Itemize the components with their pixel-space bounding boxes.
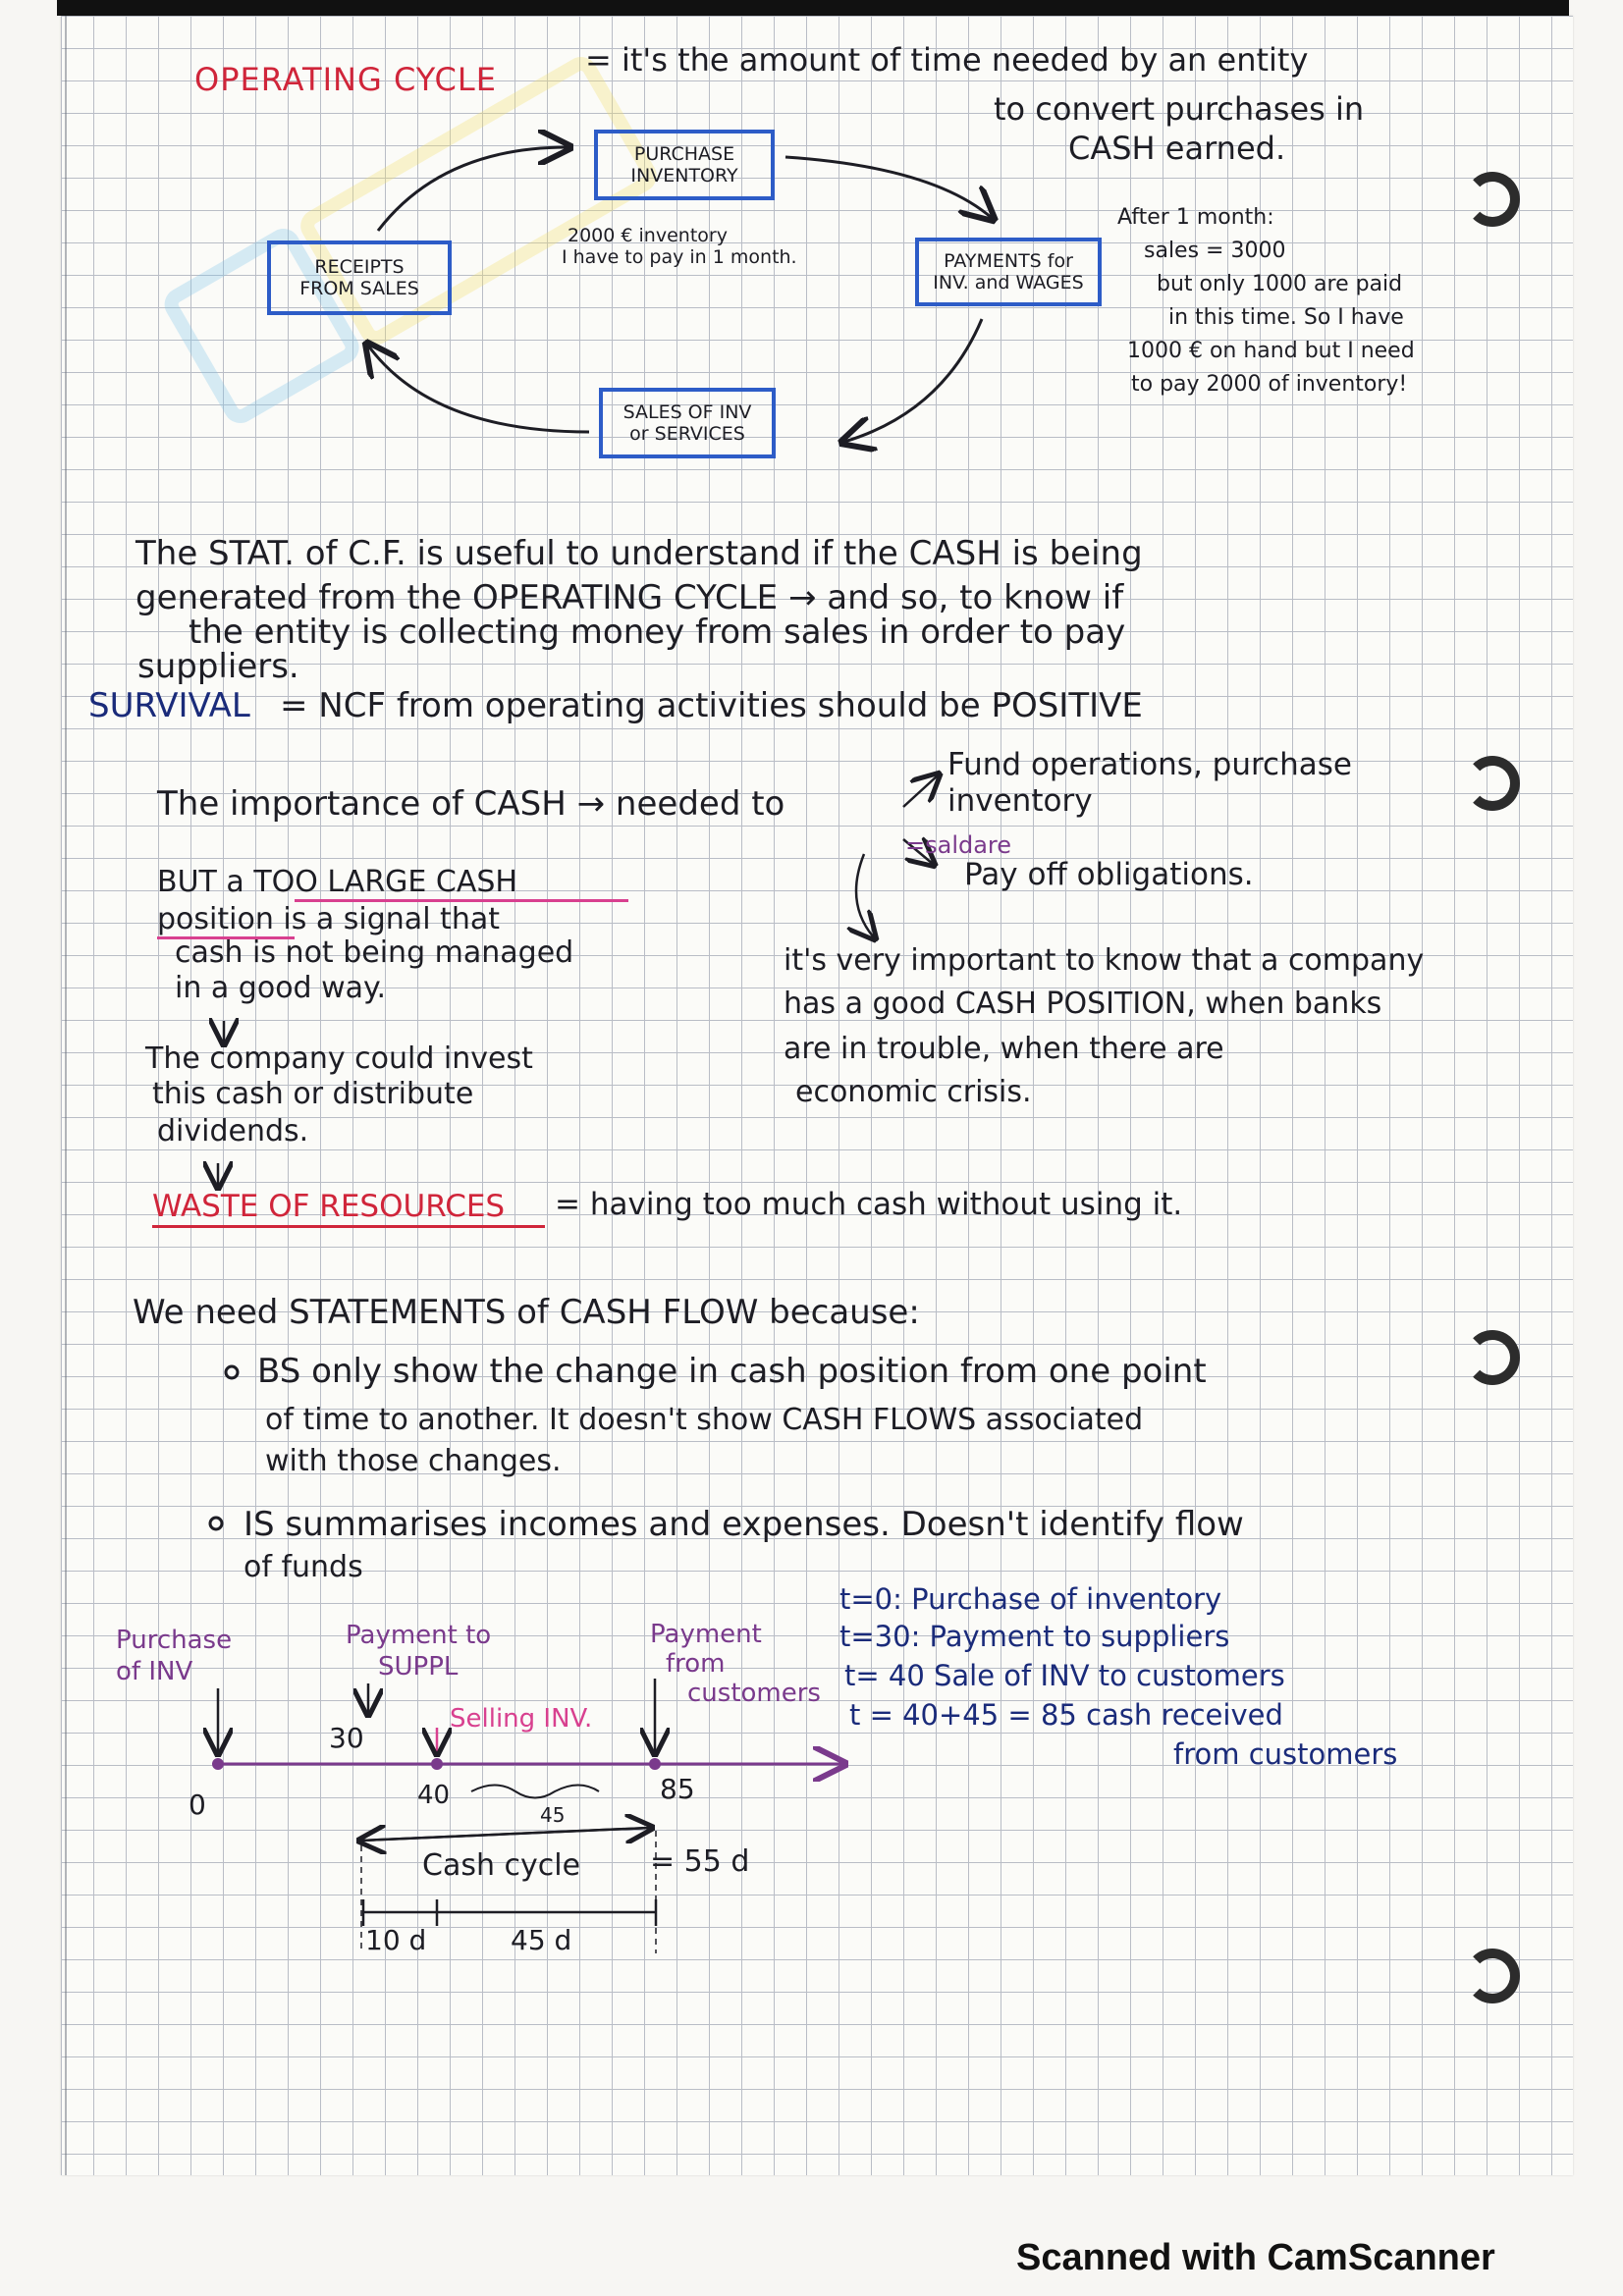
tick-label: 30 — [329, 1722, 364, 1754]
side-note-line: 1000 € on hand but I need — [1127, 339, 1415, 363]
stat-cf-line: generated from the OPERATING CYCLE → and so, to know if — [135, 578, 1124, 617]
tick-label: 85 — [660, 1773, 695, 1805]
segment-label: 10 d — [365, 1924, 427, 1956]
fund-line: inventory — [947, 783, 1093, 819]
position-line: are in trouble, when there are — [784, 1032, 1224, 1066]
stat-cf-line: The STAT. of C.F. is useful to understand if the CASH is being — [135, 534, 1143, 573]
bs-line: with those changes. — [265, 1444, 562, 1478]
pay-off-text: Pay off obligations. — [964, 857, 1254, 892]
cycle-box-receipts: RECEIPTS FROM SALES — [267, 240, 452, 315]
side-note-line: in this time. So I have — [1168, 305, 1404, 330]
timeline-label: Purchase — [116, 1626, 233, 1655]
cycle-box-purchase: PURCHASE INVENTORY — [594, 130, 775, 200]
definition-line: = it's the amount of time needed by an entity — [585, 41, 1309, 79]
cycle-box-payments: PAYMENTS for INV. and WAGES — [915, 238, 1102, 306]
position-line: economic crisis. — [795, 1075, 1032, 1109]
timeline-label: Payment to — [346, 1621, 492, 1650]
legend-line: t= 40 Sale of INV to customers — [844, 1659, 1285, 1692]
binder-ring — [1465, 756, 1520, 811]
legend-line: t=0: Purchase of inventory — [839, 1582, 1222, 1616]
but-line: cash is not being managed — [175, 935, 574, 970]
legend-line: t = 40+45 = 85 cash received — [849, 1698, 1283, 1732]
position-line: it's very important to know that a company — [784, 943, 1425, 978]
stat-cf-line: the entity is collecting money from sales in order to pay — [189, 613, 1126, 652]
survival-text: = NCF from operating activities should be POSITIVE — [280, 686, 1143, 725]
survival-label: SURVIVAL — [88, 686, 250, 725]
timeline-label: SUPPL — [378, 1652, 459, 1682]
tick-label: 0 — [189, 1789, 206, 1821]
side-note-line: but only 1000 are paid — [1157, 272, 1403, 296]
legend-line: t=30: Payment to suppliers — [839, 1620, 1230, 1653]
cash-cycle-value: = 55 d — [650, 1844, 750, 1879]
invest-line: The company could invest — [145, 1041, 533, 1076]
position-line: has a good CASH POSITION, when banks — [784, 987, 1382, 1021]
timeline-label: from — [666, 1649, 726, 1679]
timeline-label: customers — [687, 1679, 821, 1708]
side-note-line: sales = 3000 — [1144, 239, 1286, 263]
margin-line — [65, 16, 67, 2175]
cash-cycle-label: Cash cycle — [422, 1848, 581, 1883]
underline — [152, 1225, 545, 1228]
but-line: position is a signal that — [157, 902, 500, 936]
cycle-note: I have to pay in 1 month. — [562, 246, 797, 268]
is-line: IS summarises incomes and expenses. Doesn't identify flow — [243, 1505, 1244, 1544]
tick-label: 40 — [417, 1781, 451, 1810]
bs-line: BS only show the change in cash position from one point — [257, 1352, 1207, 1391]
definition-line: to convert purchases in — [994, 90, 1365, 128]
stat-cf-line: suppliers. — [137, 647, 299, 686]
definition-line: CASH earned. — [1068, 130, 1286, 167]
but-line: BUT a TOO LARGE CASH — [157, 865, 517, 899]
cycle-box-sales: SALES OF INV or SERVICES — [599, 388, 776, 458]
waste-label: WASTE OF RESOURCES — [152, 1189, 506, 1224]
but-line: in a good way. — [175, 971, 387, 1005]
invest-line: dividends. — [157, 1114, 309, 1148]
cycle-note: 2000 € inventory — [568, 225, 728, 246]
waste-text: = having too much cash without using it. — [555, 1187, 1183, 1222]
timeline-label: of INV — [116, 1657, 193, 1686]
page-title: OPERATING CYCLE — [194, 61, 497, 98]
selling-label: Selling INV. — [450, 1704, 593, 1734]
invest-line: this cash or distribute — [152, 1077, 474, 1111]
importance-text: The importance of CASH → needed to — [157, 784, 785, 824]
side-note-line: to pay 2000 of inventory! — [1131, 372, 1408, 397]
saldare-note: =saldare — [905, 831, 1012, 859]
binder-ring — [1465, 1949, 1520, 2003]
segment-label: 45 d — [511, 1924, 572, 1956]
bs-line: of time to another. It doesn't show CASH FLOWS associated — [265, 1403, 1144, 1437]
binder-ring — [1465, 1330, 1520, 1385]
side-note-line: After 1 month: — [1117, 205, 1274, 230]
gap-label: 45 — [540, 1803, 566, 1827]
fund-line: Fund operations, purchase — [947, 747, 1352, 782]
need-intro: We need STATEMENTS of CASH FLOW because: — [133, 1293, 920, 1332]
scanner-watermark-text: Scanned with CamScanner — [1016, 2237, 1495, 2278]
scan-top-edge — [57, 0, 1569, 16]
legend-line: from customers — [1173, 1737, 1398, 1771]
timeline-label: Payment — [650, 1620, 762, 1649]
binder-ring — [1465, 172, 1520, 227]
is-line: of funds — [243, 1550, 363, 1584]
